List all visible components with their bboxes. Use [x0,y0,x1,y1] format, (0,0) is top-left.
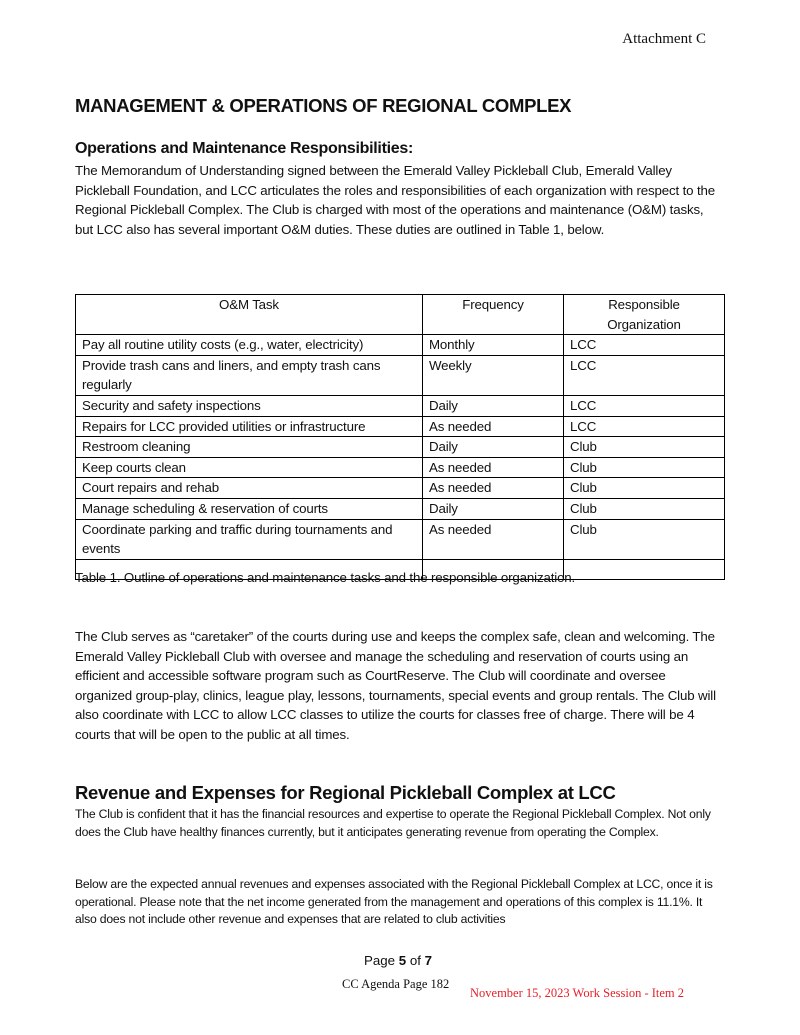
om-intro-paragraph: The Memorandum of Understanding signed between the Emerald Valley Pickleball Club, Emerald Valley Pickleball Foundation, and LCC articulates the roles and responsibilities of each organization with respect to the Regional Pickleball Complex. The Club is charged with most of the operations and maintenance (O&M) tasks, but LCC also has several important O&M duties. These duties are outlined in Table 1, below. [75,163,715,237]
agenda-page-label: CC Agenda Page 182 [342,977,450,991]
organization-cell: Club [564,498,725,519]
table-row [76,335,725,356]
frequency-cell: As needed [423,519,564,559]
table-row [76,395,725,416]
header-frequency: Frequency [423,295,564,335]
organization-cell [564,559,725,580]
table-row [76,478,725,499]
header-task: O&M Task [76,295,423,335]
section-heading-om: Operations and Maintenance Responsibilities: [75,140,413,157]
page-number [364,953,432,968]
task-cell: Coordinate parking and traffic during tournaments and events [76,519,423,559]
task-cell: Repairs for LCC provided utilities or infrastructure [76,416,423,437]
frequency-cell: As needed [423,457,564,478]
page-current: 5 [398,953,407,968]
task-cell: Keep courts clean [76,457,423,478]
table-row [76,437,725,458]
table-row [76,416,725,437]
header-responsible: Responsible Organization [564,295,725,335]
frequency-cell: As needed [423,416,564,437]
page-total: 7 [424,953,433,968]
organization-cell: Club [564,478,725,499]
table-caption: Table 1. Outline of operations and maintenance tasks and the responsible organization. [75,570,576,585]
organization-cell: LCC [564,335,725,356]
attachment-label: Attachment C [622,31,706,47]
organization-cell: LCC [564,355,725,395]
section-heading-revenue: Revenue and Expenses for Regional Pickleball Complex at LCC [75,782,616,803]
frequency-cell: Daily [423,437,564,458]
organization-cell: Club [564,437,725,458]
table-row [76,498,725,519]
frequency-cell: Daily [423,498,564,519]
organization-cell: LCC [564,395,725,416]
organization-cell: Club [564,457,725,478]
frequency-cell: Weekly [423,355,564,395]
page-of: of [406,953,425,968]
table-row [76,457,725,478]
frequency-cell: Daily [423,395,564,416]
om-table [75,294,725,580]
table-row [76,355,725,395]
organization-cell: Club [564,519,725,559]
page-title: MANAGEMENT & OPERATIONS OF REGIONAL COMPLEX [75,95,572,116]
task-cell: Manage scheduling & reservation of courts [76,498,423,519]
revenue-paragraph-2: Below are the expected annual revenues and expenses associated with the Regional Pickleball Complex at LCC, once it is operational. Please note that the net income generated from the management and operations of this complex is 11.1%. It also does not include other revenue and expenses that are related to club activities [75,877,713,926]
task-cell: Restroom cleaning [76,437,423,458]
table-header-row [76,295,725,335]
work-session-label: November 15, 2023 Work Session - Item 2 [470,986,685,1000]
frequency-cell: Monthly [423,335,564,356]
table-row [76,519,725,559]
task-cell: Court repairs and rehab [76,478,423,499]
task-cell: Pay all routine utility costs (e.g., water, electricity) [76,335,423,356]
page-prefix: Page [364,953,399,968]
task-cell: Provide trash cans and liners, and empty trash cans regularly [76,355,423,395]
caretaker-paragraph: The Club serves as “caretaker” of the courts during use and keeps the complex safe, clean and welcoming. The Emerald Valley Pickleball Club with oversee and manage the scheduling and reservation of courts using an efficient and accessible software program such as CourtReserve. The Club will coordinate and oversee organized group-play, clinics, league play, lessons, tournaments, special events and group rentals. The Club will also coordinate with LCC to allow LCC classes to utilize the courts for classes free of charge. There will be 4 courts that will be open to the public at all times. [75,629,716,742]
frequency-cell: As needed [423,478,564,499]
revenue-paragraph-1: The Club is confident that it has the financial resources and expertise to operate the Regional Pickleball Complex. Not only does the Club have healthy finances currently, but it anticipates generating revenue from operating the Complex. [75,807,711,839]
organization-cell: LCC [564,416,725,437]
task-cell: Security and safety inspections [76,395,423,416]
